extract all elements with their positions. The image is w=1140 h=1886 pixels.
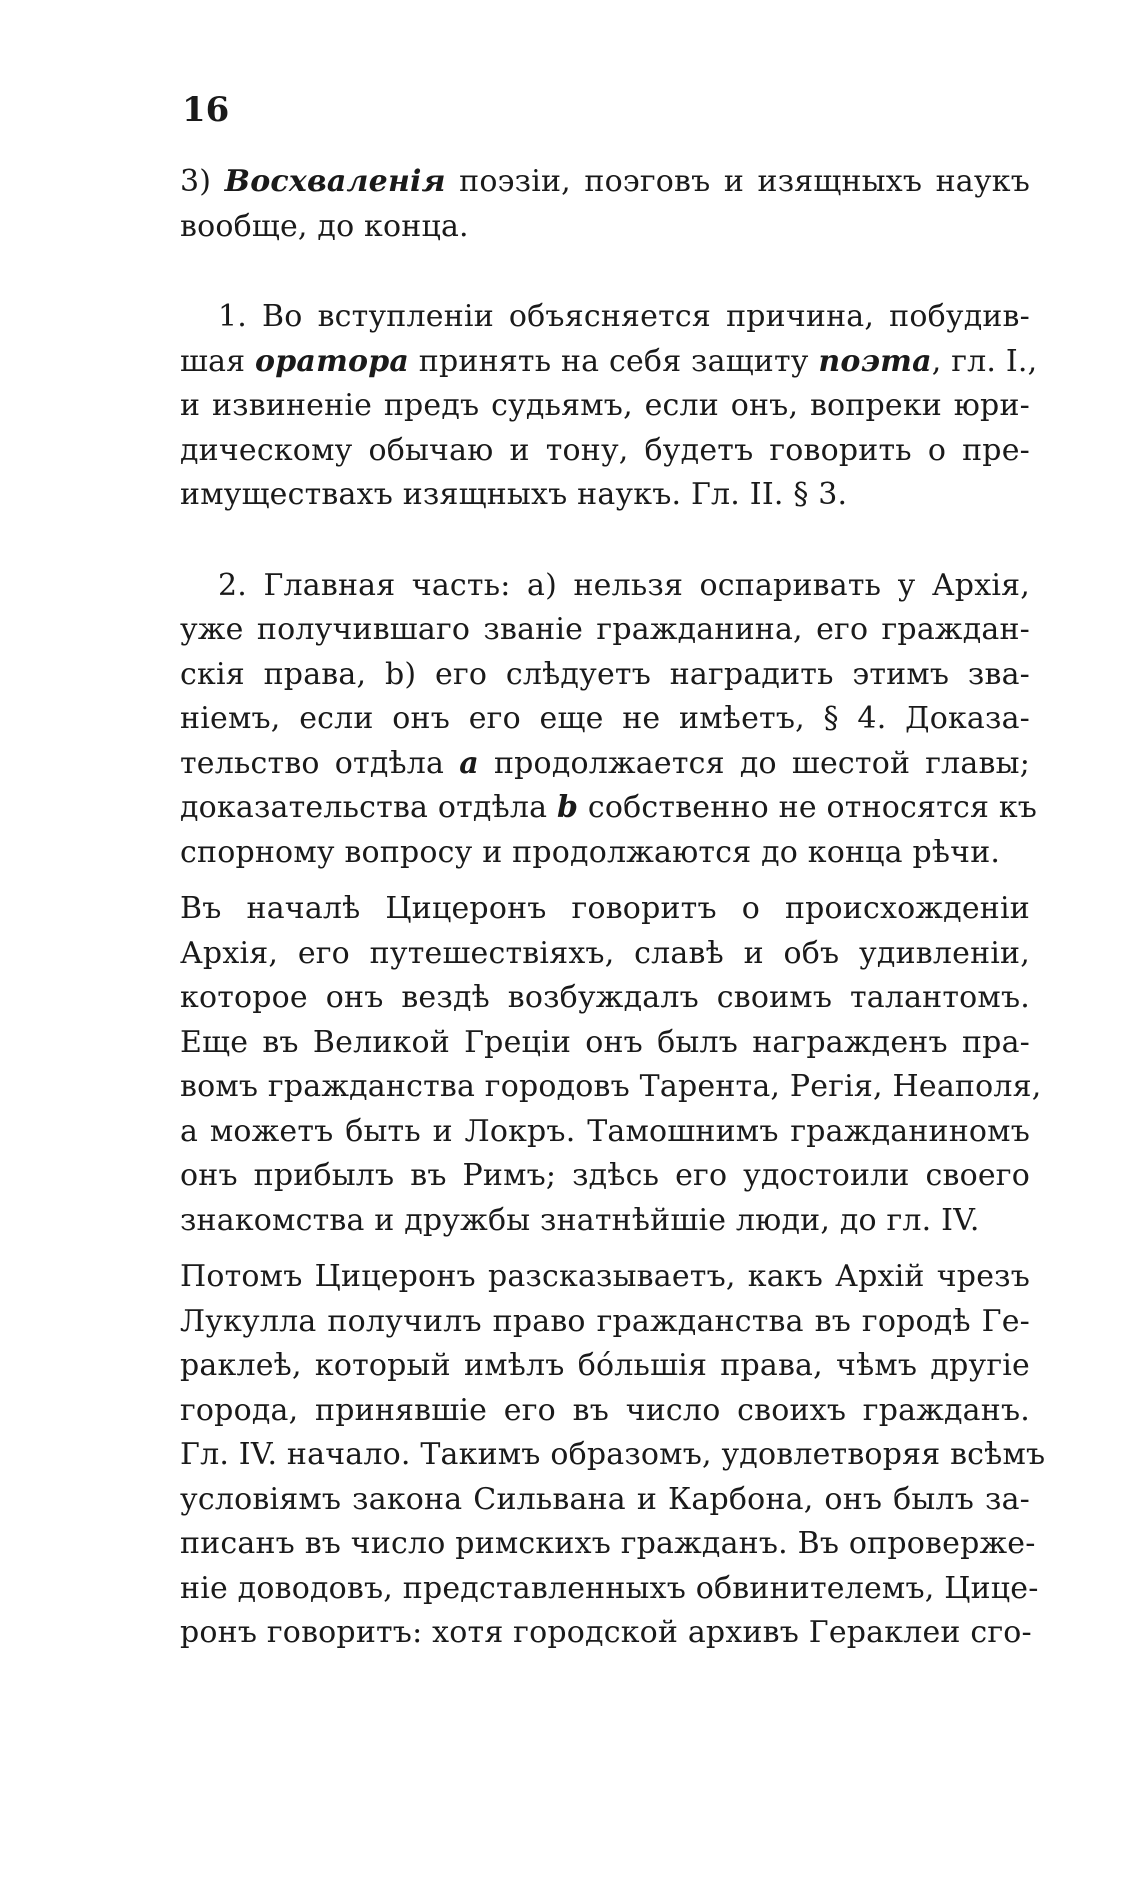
text-line: [180, 1154, 1030, 1199]
text-run: раклеѣ, который имѣлъ бóльшія права, чѣмъ другіе: [180, 1348, 1030, 1383]
paragraph: [180, 564, 1038, 876]
text-line: [180, 1433, 1046, 1478]
text-run: спорному вопросу и продолжаются до конца рѣчи.: [180, 834, 1001, 870]
text-line: [180, 697, 1030, 742]
text-run: 1. Во вступленіи объясняется причина, побудив-: [218, 299, 1030, 334]
text-run: Въ началѣ Цицеронъ говоритъ о происхожденіи: [180, 891, 1030, 926]
text-run: Лукулла получилъ право гражданства въ городѣ Ге-: [180, 1303, 1030, 1339]
text-line: [180, 429, 1030, 474]
text-run: и извиненіе предъ судьямъ, если онъ, вопреки юри-: [180, 388, 1030, 423]
text-run: города, принявшіе его въ число своихъ гражданъ.: [180, 1392, 1030, 1428]
text-run: Архія, его путешествіяхъ, славѣ и объ удивленіи,: [180, 935, 1030, 971]
text-run: собственно не относятся къ: [578, 790, 1038, 825]
text-line: [180, 1300, 1030, 1345]
text-line: [180, 608, 1030, 653]
paragraph: [180, 887, 1042, 1243]
italic-term: a: [459, 745, 479, 781]
text-run: писанъ въ число римскихъ гражданъ. Въ опроверже-: [180, 1526, 1036, 1561]
italic-term: оратора: [255, 343, 410, 379]
text-line: [180, 295, 1030, 340]
text-line: [180, 1522, 1036, 1567]
text-run: условіямъ закона Сильвана и Карбона, онъ былъ за-: [180, 1481, 1030, 1517]
text-run: уже получившаго званіе гражданина, его граждан-: [180, 612, 1030, 647]
text-line: [180, 1021, 1030, 1066]
text-line: [180, 932, 1030, 977]
text-run: дическому обычаю и тону, будетъ говорить о пре-: [180, 432, 1030, 468]
paragraph-gap: [180, 1243, 1030, 1255]
text-run: 2. Главная часть: a) нельзя оспаривать у Архія,: [218, 567, 1030, 603]
text-run: ронъ говоритъ: хотя городской архивъ Гераклеи сго-: [180, 1615, 1032, 1650]
text-run: знакомства и дружбы знатнѣйшіе люди, до гл. IV.: [180, 1202, 980, 1238]
text-line: [180, 205, 1030, 250]
text-run: , гл. I.,: [931, 343, 1038, 379]
text-line: [180, 1478, 1030, 1523]
text-run: доказательства отдѣла: [180, 790, 557, 825]
text-line: [180, 1110, 1030, 1155]
text-run: тельство отдѣла: [180, 745, 460, 781]
text-line: [180, 1344, 1030, 1389]
text-run: которое онъ вездѣ возбуждалъ своимъ талантомъ.: [180, 980, 1030, 1015]
text-line: [180, 340, 1038, 385]
text-line: [180, 887, 1030, 932]
text-line: [180, 831, 1030, 876]
text-run: скія права, b) его слѣдуетъ наградить этимъ зва-: [180, 656, 1030, 692]
paragraph: [180, 160, 1030, 249]
italic-term: Восхваленія: [224, 164, 446, 199]
text-run: шая: [180, 343, 256, 379]
text-line: [180, 976, 1030, 1021]
text-run: а можетъ быть и Локръ. Тамошнимъ гражданиномъ: [180, 1113, 1030, 1149]
text-run: вомъ гражданства городовъ Тарента, Регія, Неаполя,: [180, 1069, 1042, 1104]
text-run: онъ прибылъ въ Римъ; здѣсь его удостоили своего: [180, 1158, 1030, 1193]
text-run: 3): [180, 164, 225, 199]
text-run: поэзіи, поэговъ и изящныхъ наукъ: [445, 164, 1030, 199]
paragraph-gap: [180, 875, 1030, 887]
text-line: [180, 1389, 1030, 1434]
paragraph: [180, 1255, 1046, 1656]
page-number: 16: [182, 90, 230, 130]
text-run: Гл. IV. начало. Такимъ образомъ, удовлетворяя всѣмъ: [180, 1437, 1046, 1472]
text-run: ніе доводовъ, представленныхъ обвинителемъ, Цице-: [180, 1570, 1039, 1606]
text-run: Еще въ Великой Греціи онъ былъ награжденъ пра-: [180, 1024, 1030, 1060]
text-line: [180, 653, 1030, 698]
text-line: [180, 473, 1030, 518]
paragraph: [180, 295, 1038, 518]
text-run: имуществахъ изящныхъ наукъ. Гл. II. § 3.: [180, 477, 848, 512]
text-line: [180, 1255, 1030, 1300]
text-run: продолжается до шестой главы;: [478, 745, 1030, 781]
text-run: Потомъ Цицеронъ разсказываетъ, какъ Архій чрезъ: [180, 1259, 1030, 1294]
text-line: [180, 564, 1030, 609]
text-line: [180, 384, 1030, 429]
italic-term: поэта: [818, 343, 932, 379]
text-line: [180, 1199, 1030, 1244]
italic-term: b: [556, 790, 579, 825]
text-line: [180, 1567, 1039, 1612]
text-line: [180, 786, 1038, 831]
paragraph-gap: [180, 518, 1030, 564]
text-run: ніемъ, если онъ его еще не имѣетъ, § 4. Доказа-: [180, 701, 1030, 736]
text-line: [180, 742, 1030, 787]
text-run: принять на себя защиту: [409, 343, 819, 379]
text-line: [180, 160, 1030, 205]
text-line: [180, 1611, 1030, 1656]
paragraph-gap: [180, 249, 1030, 295]
body-text: [180, 160, 1046, 1656]
text-line: [180, 1065, 1042, 1110]
text-run: вообще, до конца.: [180, 208, 469, 244]
